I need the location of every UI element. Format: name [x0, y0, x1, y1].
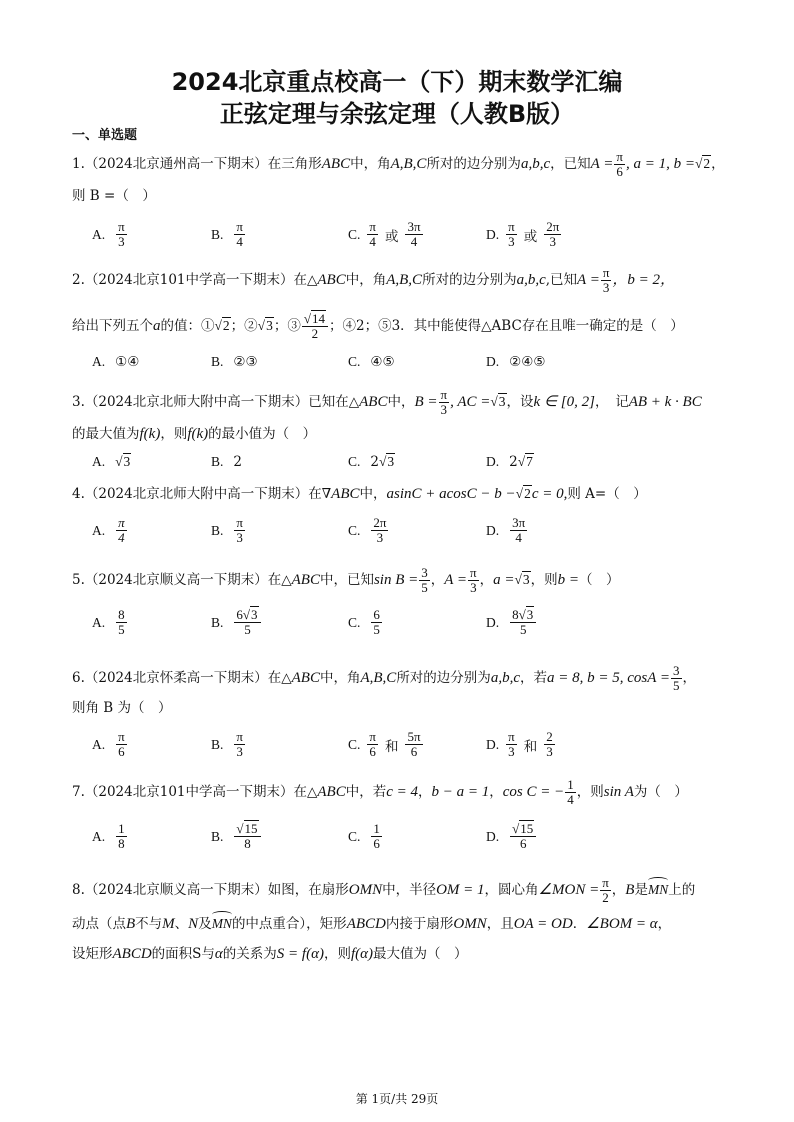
q4-option-d[interactable]: D. $\frac{3\pi}{4}$ [486, 515, 526, 545]
question-6-line2: 则角 B 为（ ） [72, 700, 172, 716]
q7-option-a[interactable]: A. $\frac{1}{8}$ [92, 821, 125, 851]
q3-option-c[interactable]: C. 2√3 [348, 454, 395, 470]
q5-option-d[interactable]: D. $\frac{8√3}{5}$ [486, 608, 537, 637]
q2-option-c[interactable]: C. ④⑤ [348, 354, 395, 370]
q5-option-a[interactable]: A. $\frac{8}{5}$ [92, 607, 125, 637]
q1-text: 所对的边分别为 [426, 156, 521, 172]
q3-option-a[interactable]: A. √3 [92, 454, 131, 469]
question-1-stem: 1.（2024北京通州高一下期末）在三角形ABC中，角A,B,C所对的边分别为a,b,c，已知A = $\frac{\pi}{6}$ , a = 1, b =√2， [72, 149, 725, 179]
question-4-stem: 4.（2024北京北师大附中高一下期末）在∇ABC中，asinC + acosC − b −√2c = 0,则 A=（ ） [72, 486, 647, 502]
q5-option-c[interactable]: C. $\frac{6}{5}$ [348, 607, 380, 637]
q5-option-b[interactable]: B. $\frac{6√3}{5}$ [211, 608, 262, 637]
question-7-stem: 7.（2024北京101中学高一下期末）在△ABC中，若c = 4，b − a = 1，cos C = − $\frac{1}{4}$ ，则sin A为（ ） [72, 777, 688, 807]
q2-option-b[interactable]: B. ②③ [211, 354, 258, 370]
q1-triangle: ABC [321, 156, 351, 172]
q4-option-b[interactable]: B. $\frac{\pi}{3}$ [211, 515, 243, 545]
question-6-stem: 6.（2024北京怀柔高一下期末）在△ABC中，角A,B,C所对的边分别为a,b,c，若a = 8, b = 5, cosA = $\frac{3}{5}$ ， [72, 663, 696, 693]
question-2-stem: 2.（2024北京101中学高一下期末）在△ABC中，角A,B,C所对的边分别为a,b,c,已知A = $\frac{\pi}{3}$ ，b = 2， [72, 265, 676, 295]
q6-option-b[interactable]: B. $\frac{\pi}{3}$ [211, 729, 243, 759]
q7-option-b[interactable]: B. $\frac{√15}{8}$ [211, 822, 262, 851]
q2-option-d[interactable]: D. ②④⑤ [486, 354, 546, 370]
q6-option-d[interactable]: D. $\frac{\pi}{3}$ 和 $\frac{2}{3}$ [486, 729, 553, 759]
q1-fraction: $\frac{\pi}{6}$ [616, 149, 623, 179]
section-heading: 一、单选题 [72, 128, 138, 143]
q1-option-a[interactable]: A. $\frac{\pi}{3}$ [92, 219, 125, 249]
q2-option-a[interactable]: A. ①④ [92, 354, 140, 370]
q7-option-c[interactable]: C. $\frac{1}{6}$ [348, 821, 380, 851]
q3-option-b[interactable]: B. 2 [211, 454, 242, 470]
q6-option-c[interactable]: C. $\frac{\pi}{6}$ 和 $\frac{5\pi}{6}$ [348, 729, 421, 759]
q1-option-b[interactable]: B. $\frac{\pi}{4}$ [211, 219, 243, 249]
q4-option-c[interactable]: C. $\frac{2\pi}{3}$ [348, 515, 387, 545]
q1-angles: A,B,C [390, 156, 427, 172]
page-title-line2: 正弦定理与余弦定理（人教B版） [219, 100, 575, 128]
page-number: 第 1页/共 29页 [355, 1092, 439, 1106]
q1-text: ，已知 [550, 156, 591, 172]
q7-option-d[interactable]: D. $\frac{√15}{6}$ [486, 822, 537, 851]
q6-option-a[interactable]: A. $\frac{\pi}{6}$ [92, 729, 125, 759]
q1-sqrt: √2 [694, 156, 711, 171]
q1-option-d[interactable]: D. $\frac{\pi}{3}$ 或 $\frac{2\pi}{3}$ [486, 219, 560, 249]
q1-option-c[interactable]: C. $\frac{\pi}{4}$ 或 $\frac{3\pi}{4}$ [348, 219, 421, 249]
question-1-line2: 则 B =（ ） [72, 188, 156, 204]
q4-option-a[interactable]: A. $\frac{\pi}{4}$ [92, 515, 125, 545]
q3-option-d[interactable]: D. 2√7 [486, 454, 533, 470]
q1-sides: a,b,c [520, 156, 551, 172]
q1-text: 1.（2024北京通州高一下期末）在三角形 [72, 156, 322, 172]
question-8-stem: 8.（2024北京顺义高一下期末）如图，在扇形OMN中，半径OM = 1，圆心角∠MON = $\frac{\pi}{2}$ ，B是MN上的 [72, 875, 696, 905]
question-3-line2: 的最大值为f(k)，则f(k)的最小值为（ ） [72, 426, 317, 442]
q1-text: 中，角 [350, 156, 391, 172]
page-title-line1: 2024北京重点校高一（下）期末数学汇编 [171, 68, 623, 96]
question-8-line3: 设矩形ABCD的面积S与α的关系为S = f(α)，则f(α)最大值为（ ） [72, 946, 468, 962]
q1-given: , a = 1, b = [625, 156, 695, 172]
question-3-stem: 3.（2024北京北师大附中高一下期末）已知在△ABC中，B = $\frac{\pi}{3}$ , AC =√3，设k ∈ [0, 2]， 记AB + k · BC [72, 387, 702, 417]
q1-given: A = [590, 156, 614, 172]
question-5-stem: 5.（2024北京顺义高一下期末）在△ABC中，已知sin B = $\frac{3}{5}$ ，A = $\frac{\pi}{3}$ ，a =√3，则b =（ ） [72, 565, 620, 595]
question-8-line2: 动点（点B不与M、N及MN的中点重合），矩形ABCD内接于扇形OMN，且OA = OD．∠BOM = α， [72, 916, 672, 932]
question-2-line2: 给出下列五个a的值：①√2；②√3；③ $\frac{√14}{2}$ ；④2；⑤3．其中能使得△ABC存在且唯一确定的是（ ） [72, 311, 684, 341]
